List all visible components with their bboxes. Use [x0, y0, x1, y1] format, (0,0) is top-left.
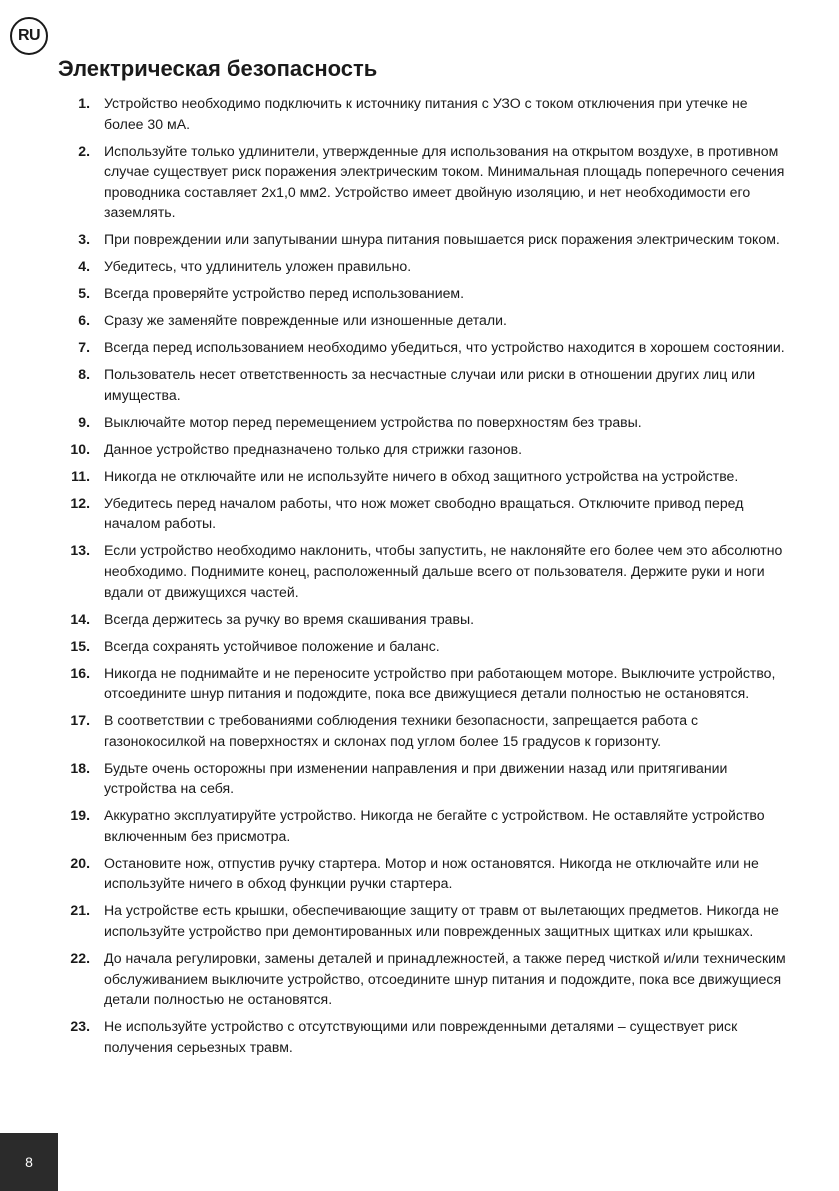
- rule-item: [58, 337, 786, 358]
- rule-number: 14.: [70, 610, 90, 627]
- rule-item: [58, 663, 786, 704]
- rule-text: Никогда не отключайте или не используйте ничего в обход защитного устройства на устройстве.: [104, 467, 739, 484]
- rule-number: 17.: [70, 712, 90, 729]
- rule-number: 5.: [78, 285, 90, 302]
- rule-number: 1.: [78, 95, 90, 111]
- rule-item: [58, 283, 786, 304]
- rule-number: 3.: [78, 231, 90, 248]
- rule-text: Никогда не поднимайте и не переносите устройство при работающем моторе. Выключите устройство, отсоедините шнур питания и подождите, пока все движущиеся детали полностью не остановятся.: [104, 664, 776, 702]
- rule-number: 2.: [78, 142, 90, 159]
- page-number: 8: [0, 1133, 58, 1191]
- rule-item: [58, 900, 786, 941]
- rule-text: Данное устройство предназначено только для стрижки газонов.: [104, 440, 522, 457]
- page-title: Электрическая безопасность: [58, 56, 378, 81]
- rule-text: Пользователь несет ответственность за несчастные случаи или риски в отношении других лиц или имущества.: [104, 366, 756, 403]
- rule-text: При повреждении или запутывании шнура питания повышается риск поражения электрическим током.: [104, 231, 780, 248]
- rule-text: Убедитесь перед началом работы, что нож может свободно вращаться. Отключите привод перед началом работы.: [104, 494, 744, 532]
- rule-number: 9.: [78, 413, 90, 430]
- rule-number: 20.: [70, 854, 90, 871]
- rule-item: [58, 1016, 786, 1057]
- rule-number: 19.: [70, 807, 90, 824]
- rule-number: 10.: [70, 440, 90, 457]
- rule-text: Всегда сохранять устойчивое положение и баланс.: [104, 637, 440, 654]
- rule-number: 11.: [71, 467, 90, 484]
- rule-item: [58, 364, 786, 405]
- rule-number: 21.: [70, 902, 90, 919]
- rule-text: Аккуратно эксплуатируйте устройство. Никогда не бегайте с устройством. Не оставляйте устройство включенным без присмотра.: [104, 807, 765, 844]
- rule-text: Всегда держитесь за ручку во время скашивания травы.: [104, 610, 475, 627]
- rule-text: Устройство необходимо подключить к источнику питания с УЗО с током отключения при утечке не более 30 мА.: [104, 95, 748, 132]
- rule-number: 6.: [78, 312, 90, 329]
- rule-number: 12.: [70, 494, 90, 511]
- rule-item: [58, 493, 786, 534]
- rule-text: В соответствии с требованиями соблюдения техники безопасности, запрещается работа с газонокосилкой на поверхностях и склонах под углом более 15 градусов к горизонту.: [104, 712, 699, 749]
- rule-text: Всегда перед использованием необходимо убедиться, что устройство находится в хорошем состоянии.: [104, 339, 785, 356]
- rule-text: Остановите нож, отпустив ручку стартера. Мотор и нож остановятся. Никогда не отключайте или не используйте ничего в обход функции ручки стартера.: [104, 854, 759, 892]
- rule-text: Всегда проверяйте устройство перед использованием.: [104, 285, 465, 302]
- rule-number: 18.: [70, 759, 90, 776]
- rule-number: 8.: [78, 366, 90, 383]
- rule-item: [58, 948, 786, 1010]
- rule-number: 13.: [70, 542, 90, 559]
- rule-item: [58, 710, 786, 751]
- rule-text: Выключайте мотор перед перемещением устройства по поверхностям без травы.: [104, 413, 642, 430]
- safety-rules-list: [58, 93, 786, 1064]
- rule-text: Используйте только удлинители, утвержденные для использования на открытом воздухе, в противном случае существует риск поражения электрическим током. Минимальная площадь поперечного сечения проводника составляет 2х1,0 мм2. Устройство имеет двойную изоляцию, и нет необходимости его заземлять.: [104, 142, 785, 221]
- rule-item: [58, 609, 786, 630]
- rule-number: 15.: [70, 637, 90, 654]
- rule-item: [58, 466, 786, 487]
- rule-item: [58, 412, 786, 433]
- rule-item: [58, 636, 786, 657]
- rule-text: Не используйте устройство с отсутствующими или поврежденными деталями – существует риск получения серьезных травм.: [104, 1018, 738, 1055]
- rule-item: [58, 853, 786, 894]
- rule-item: [58, 758, 786, 799]
- rule-text: Будьте очень осторожны при изменении направления и при движении назад или притягивании устройства на себя.: [104, 759, 728, 797]
- rule-text: Убедитесь, что удлинитель уложен правильно.: [104, 258, 412, 275]
- rule-item: [58, 310, 786, 331]
- rule-number: 22.: [70, 949, 90, 966]
- rule-number: 23.: [70, 1018, 90, 1035]
- rule-item: [58, 540, 786, 602]
- rule-text: До начала регулировки, замены деталей и принадлежностей, а также перед чисткой и/или техническим обслуживанием выключите устройство, отсоедините шнур питания и подождите, пока все движущиеся детали полностью не остановятся.: [104, 949, 786, 1008]
- rule-number: 16.: [70, 664, 90, 681]
- language-badge: RU: [10, 17, 48, 55]
- rule-item: [58, 93, 786, 134]
- rule-item: [58, 229, 786, 250]
- rule-number: 7.: [78, 339, 90, 356]
- rule-number: 4.: [78, 258, 90, 275]
- rule-text: Если устройство необходимо наклонить, чтобы запустить, не наклоняйте его более чем это абсолютно необходимо. Поднимите конец, расположенный дальше всего от пользователя. Держите руки и ноги вдали от движущихся частей.: [104, 542, 783, 600]
- rule-item: [58, 256, 786, 277]
- rule-text: Сразу же заменяйте поврежденные или изношенные детали.: [104, 312, 507, 329]
- rule-item: [58, 141, 786, 223]
- rule-item: [58, 805, 786, 846]
- rule-item: [58, 439, 786, 460]
- rule-text: На устройстве есть крышки, обеспечивающие защиту от травм от вылетающих предметов. Никогда не используйте устройство при демонтированных или поврежденных защитных щитках или крышках.: [104, 902, 779, 939]
